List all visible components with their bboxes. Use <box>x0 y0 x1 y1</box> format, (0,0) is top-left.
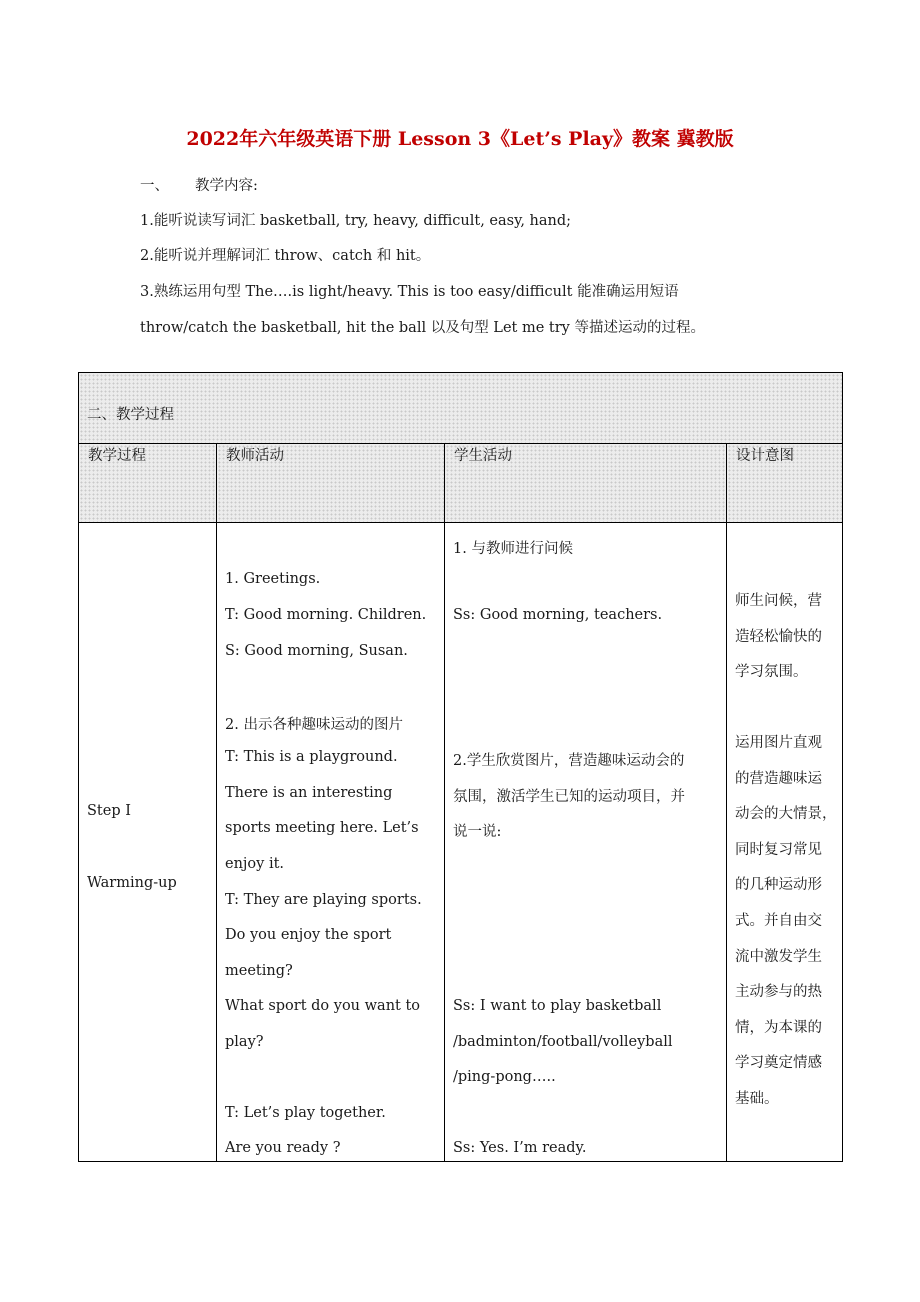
intent-line: 同时复习常见 <box>735 842 822 858</box>
column-header-text: 教学过程 <box>88 448 146 464</box>
student-line: 1. 与教师进行问候 <box>453 541 573 557</box>
step-cell <box>79 523 217 1162</box>
intent-line: 运用图片直观 <box>735 735 822 751</box>
student-line: 2.学生欣赏图片，营造趣味运动会的 <box>453 753 685 769</box>
intent-line: 式。并自由交 <box>735 913 822 929</box>
section-heading-text: 教学内容: <box>195 178 258 194</box>
teacher-line: Are you ready ? <box>225 1140 341 1156</box>
intent-line: 的营造趣味运 <box>735 771 822 787</box>
column-header-text: 设计意图 <box>736 448 794 464</box>
teacher-line: enjoy it. <box>225 856 285 872</box>
step-name: Warming-up <box>87 875 177 891</box>
column-header-text: 教师活动 <box>226 448 284 464</box>
teacher-activity-cell <box>217 523 445 1162</box>
column-header <box>79 444 217 523</box>
intent-line: 流中激发学生 <box>735 949 822 965</box>
section-heading <box>140 174 258 195</box>
intent-line: 情，为本课的 <box>735 1020 822 1036</box>
step-label: Step I <box>87 803 131 819</box>
teacher-line: 2. 出示各种趣味运动的图片 <box>225 717 403 733</box>
student-line: /badminton/football/volleyball <box>453 1034 673 1050</box>
column-header <box>727 444 843 523</box>
student-line: Ss: Good morning, teachers. <box>453 607 663 623</box>
intent-line: 动会的大情景， <box>735 806 837 822</box>
document-title: 2022年六年级英语下册 Lesson 3《Let’s Play》教案 冀教版 <box>186 128 734 150</box>
design-intent-cell <box>727 523 843 1162</box>
student-line: Ss: Yes. I’m ready. <box>453 1140 587 1156</box>
teacher-line: 1. Greetings. <box>225 571 321 587</box>
table-section-title-text: 二、教学过程 <box>87 407 174 423</box>
lesson-plan-table <box>78 372 843 1162</box>
section-number: 一、 <box>140 178 169 194</box>
table-row <box>79 523 843 1162</box>
student-line: 氛围，激活学生已知的运动项目，并 <box>453 789 685 805</box>
column-header-text: 学生活动 <box>454 448 512 464</box>
teacher-line: Do you enjoy the sport <box>225 927 392 943</box>
column-header <box>217 444 445 523</box>
student-activity-cell <box>445 523 727 1162</box>
student-line: Ss: I want to play basketball <box>453 998 662 1014</box>
student-line: /ping-pong….. <box>453 1069 556 1085</box>
table-header-row <box>79 444 843 523</box>
content-line: 2.能听说并理解词汇 throw、catch 和 hit。 <box>140 248 431 264</box>
teacher-line: T: Let’s play together. <box>225 1105 386 1121</box>
teacher-line: There is an interesting <box>225 785 393 801</box>
teacher-line: T: They are playing sports. <box>225 892 422 908</box>
intent-line: 的几种运动形 <box>735 877 822 893</box>
intent-line: 造轻松愉快的 <box>735 629 822 645</box>
intent-line: 学习氛围。 <box>735 664 808 680</box>
intent-line: 师生问候，营 <box>735 593 822 609</box>
teacher-line: T: Good morning. Children. <box>225 607 427 623</box>
intent-line: 主动参与的热 <box>735 984 822 1000</box>
table-section-title <box>79 373 843 444</box>
teacher-line: play? <box>225 1034 264 1050</box>
teacher-line: S: Good morning, Susan. <box>225 643 408 659</box>
intent-line: 学习奠定情感 <box>735 1055 822 1071</box>
teacher-line: What sport do you want to <box>225 998 421 1014</box>
content-line: 3.熟练运用句型 The….is light/heavy. This is too easy/difficult 能准确运用短语 <box>140 284 679 300</box>
teacher-line: sports meeting here. Let’s <box>225 820 419 836</box>
content-line: 1.能听说读写词汇 basketball, try, heavy, difficult, easy, hand; <box>140 213 572 229</box>
student-line: 说一说: <box>453 824 502 840</box>
intent-line: 基础。 <box>735 1091 779 1107</box>
column-header <box>445 444 727 523</box>
teacher-line: meeting? <box>225 963 293 979</box>
content-line: throw/catch the basketball, hit the ball 以及句型 Let me try 等描述运动的过程。 <box>140 320 705 336</box>
teacher-line: T: This is a playground. <box>225 749 398 765</box>
